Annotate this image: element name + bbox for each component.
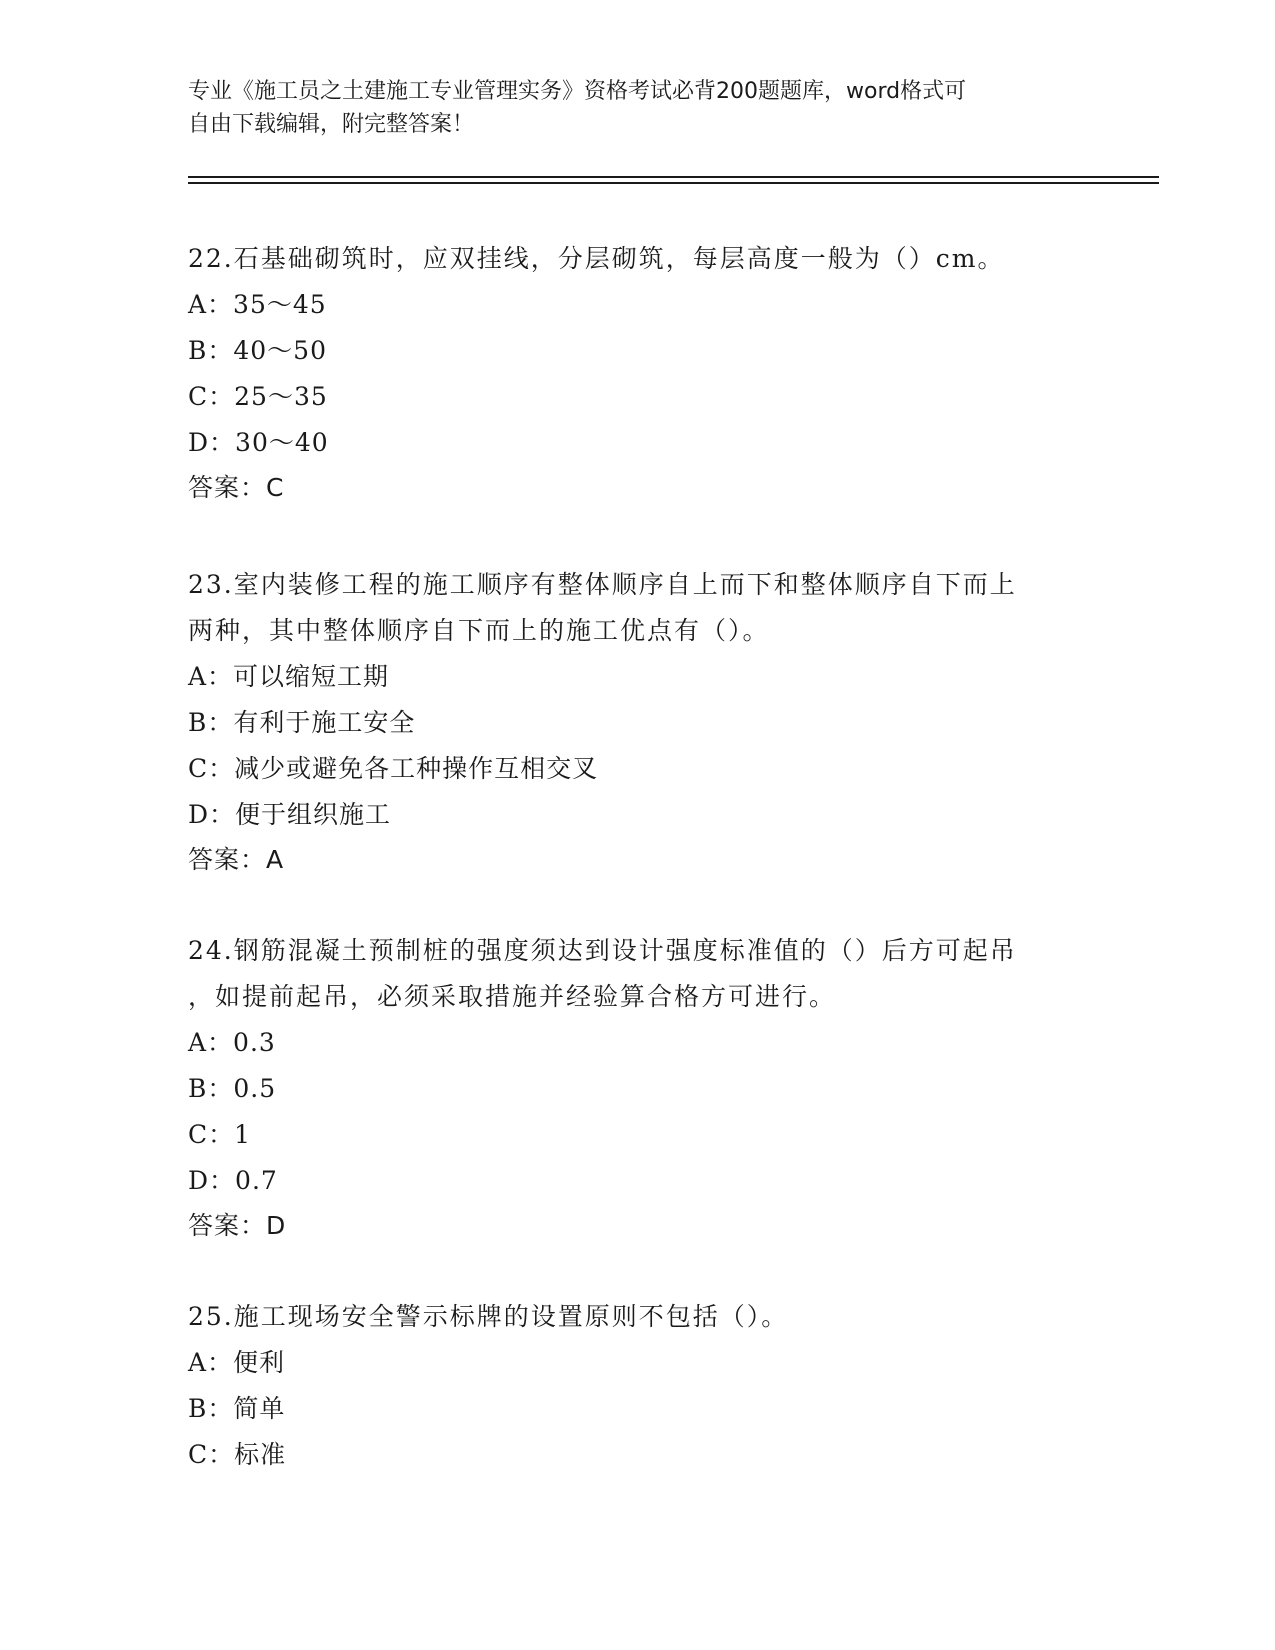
option-d: D：便于组织施工 [188,800,392,829]
document-header [188,75,1088,141]
question-stem: 22.石基础砌筑时，应双挂线，分层砌筑，每层高度一般为（）cm。 [188,244,1005,273]
header-line: 自由下载编辑，附完整答案！ [188,112,475,137]
option-a: A：可以缩短工期 [188,662,390,691]
header-line: 专业《施工员之土建施工专业管理实务》资格考试必背200题题库，word格式可 [188,79,967,104]
answer-line: 答案：C [188,473,285,502]
option-b: B：40～50 [188,336,327,365]
option-c: C：减少或避免各工种操作互相交叉 [188,754,599,783]
option-a: A：0.3 [188,1028,276,1057]
option-d: D：0.7 [188,1166,278,1195]
question-block [188,236,1088,510]
header-divider [188,182,1159,184]
question-block [188,562,1088,882]
option-d: D：30～40 [188,428,329,457]
option-b: B：有利于施工安全 [188,708,416,737]
question-block [188,1294,1088,1478]
answer-line: 答案：D [188,1211,287,1240]
option-b: B：0.5 [188,1074,277,1103]
option-b: B：简单 [188,1394,286,1423]
question-stem: 两种，其中整体顺序自下而上的施工优点有（）。 [188,616,770,645]
option-a: A：便利 [188,1348,286,1377]
question-block [188,928,1088,1248]
question-stem: ，如提前起吊，必须采取措施并经验算合格方可进行。 [188,982,837,1011]
answer-line: 答案：A [188,845,285,874]
option-c: C：标准 [188,1440,287,1469]
option-a: A：35～45 [188,290,327,319]
question-stem: 23.室内装修工程的施工顺序有整体顺序自上而下和整体顺序自下而上 [188,570,1017,599]
header-divider [188,176,1159,178]
question-stem: 25.施工现场安全警示标牌的设置原则不包括（）。 [188,1302,789,1331]
question-stem: 24.钢筋混凝土预制桩的强度须达到设计强度标准值的（）后方可起吊 [188,936,1017,965]
option-c: C：25～35 [188,382,328,411]
option-c: C：1 [188,1120,252,1149]
